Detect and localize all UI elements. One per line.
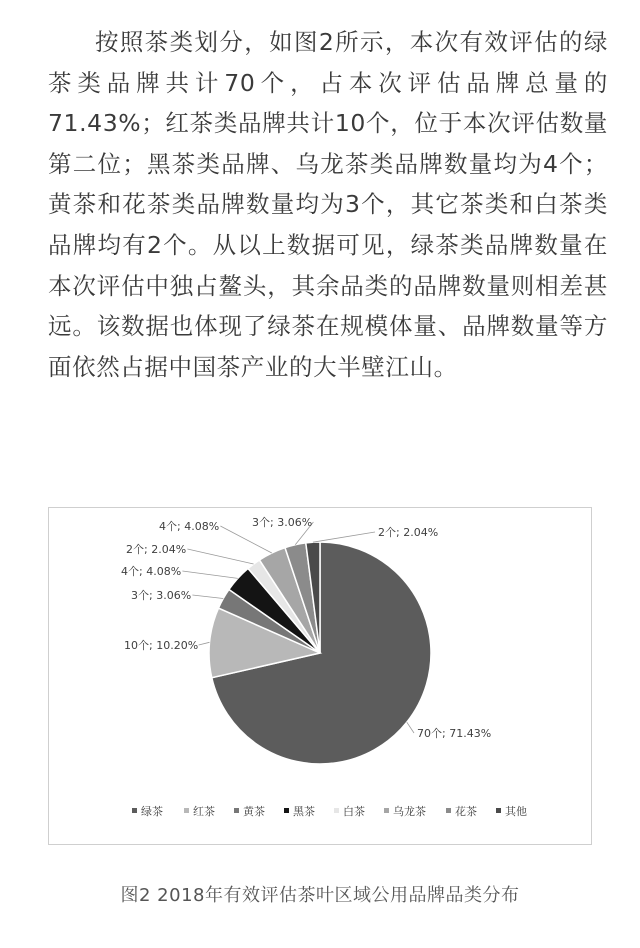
legend-label-1: 绿茶	[141, 805, 163, 818]
legend-swatch-6	[384, 808, 389, 813]
pie-chart	[49, 508, 591, 844]
leader-line-3	[192, 595, 223, 599]
legend-swatch-4	[284, 808, 289, 813]
data-label-5: 2个; 2.04%	[126, 543, 187, 556]
data-label-3: 3个; 3.06%	[131, 589, 192, 602]
pie-slices	[209, 542, 431, 764]
legend-label-5: 白茶	[343, 805, 365, 818]
legend-item-7	[446, 804, 477, 818]
legend-label-2: 红茶	[193, 805, 215, 818]
legend-item-8	[496, 804, 527, 818]
legend-item-4	[284, 804, 315, 818]
legend-item-2	[184, 804, 215, 818]
legend-swatch-1	[132, 808, 137, 813]
chart-frame	[48, 507, 592, 845]
legend-item-6	[384, 804, 426, 818]
leader-line-6	[220, 526, 271, 553]
leader-line-4	[182, 571, 237, 578]
legend-item-5	[334, 804, 365, 818]
data-label-4: 4个; 4.08%	[121, 565, 182, 578]
article-text	[48, 22, 608, 387]
leader-line-5	[187, 549, 253, 564]
legend-label-8: 其他	[505, 805, 527, 818]
leader-line-2	[199, 642, 210, 645]
legend-label-6: 乌龙茶	[393, 805, 426, 818]
data-label-7: 3个; 3.06%	[252, 516, 313, 529]
leader-line-8	[313, 532, 375, 542]
article-paragraph: 按照茶类划分，如图2所示，本次有效评估的绿茶类品牌共计70个，占本次评估品牌总量的71.43%；红茶类品牌共计10个，位于本次评估数量第二位；黑茶类品牌、乌龙茶类品牌数量均为4个；黄茶和花茶类品牌数量均为3个，其它茶类和白茶类品牌均有2个。从以上数据可见，绿茶类品牌数量在本次评估中独占鳌头，其余品类的品牌数量则相差甚远。该数据也体现了绿茶在规模体量、品牌数量等方面依然占据中国茶产业的大半壁江山。	[48, 28, 608, 381]
legend-label-3: 黄茶	[243, 805, 265, 818]
legend-swatch-7	[446, 808, 451, 813]
chart-legend	[132, 804, 527, 818]
legend-swatch-5	[334, 808, 339, 813]
legend-label-7: 花茶	[455, 805, 477, 818]
legend-item-1	[132, 804, 163, 818]
legend-swatch-8	[496, 808, 501, 813]
legend-swatch-2	[184, 808, 189, 813]
data-label-1: 70个; 71.43%	[417, 727, 492, 740]
data-label-6: 4个; 4.08%	[159, 520, 220, 533]
figure-caption: 图2 2018年有效评估茶叶区域公用品牌品类分布	[120, 885, 520, 906]
legend-label-4: 黑茶	[293, 805, 315, 818]
legend-swatch-3	[234, 808, 239, 813]
data-label-2: 10个; 10.20%	[124, 639, 199, 652]
legend-item-3	[234, 804, 265, 818]
data-label-8: 2个; 2.04%	[378, 526, 439, 539]
leader-line-1	[407, 722, 414, 733]
